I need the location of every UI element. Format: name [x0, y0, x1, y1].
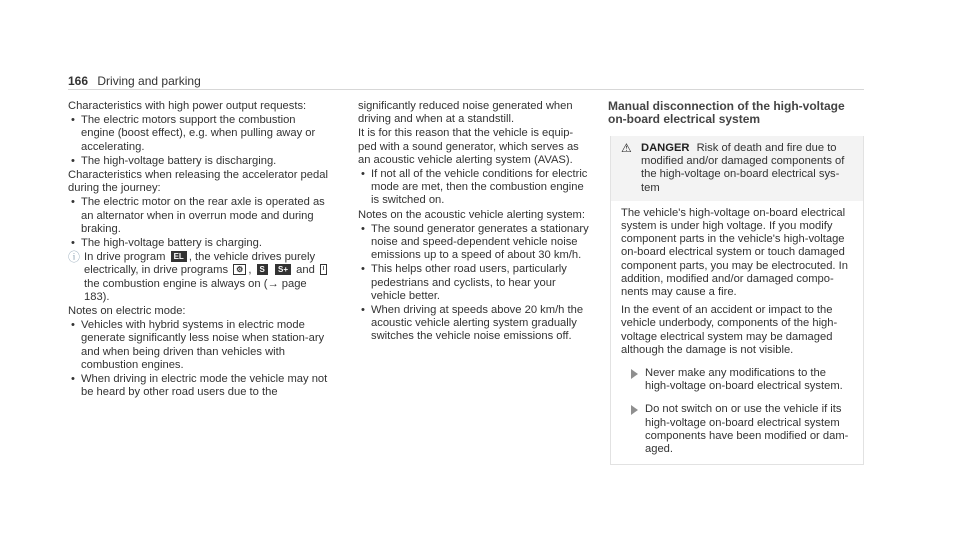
- header-rule: [68, 89, 864, 90]
- list-item: • If not all of the vehicle conditions for electric mode are met, then the combustion engine is switched on.: [358, 168, 590, 208]
- column-middle: [358, 100, 590, 345]
- page-number: 166: [68, 74, 89, 88]
- danger-paragraph: In the event of an accident or impact to the vehicle underbody, components of the high-voltage electrical system may be damaged although the damage is not visible.: [621, 304, 838, 356]
- list-item: • Vehicles with hybrid systems in electric mode generate significantly less noise when station-ary and when being driven than vehicles with combustion engines.: [68, 319, 330, 372]
- danger-body: [611, 201, 863, 464]
- comfort-program-badge: ⚙: [233, 264, 246, 275]
- section-heading: Manual disconnection of the high-voltage on-board electrical system: [608, 99, 845, 126]
- list-item: • The high-voltage battery is discharging.: [68, 155, 330, 168]
- el-program-badge: EL: [171, 251, 187, 262]
- page-reference-link[interactable]: page 183).: [84, 277, 307, 303]
- danger-paragraph: The vehicle's high-voltage on-board electrical system is under high voltage. If you modify component parts in the vehicle's high-voltage on-board electrical system or touch damaged component parts, you may be electrocuted. In addition, modified and/or damaged compo-nents may cause a fire.: [621, 206, 848, 299]
- list-item: • This helps other road users, particularly pedestrians and cyclists, to hear your vehicle better.: [358, 263, 590, 303]
- arrow-icon: →: [267, 277, 279, 290]
- column-left: [68, 100, 330, 400]
- sport-plus-program-badge: S+: [275, 264, 291, 275]
- list-item: • The high-voltage battery is charging.: [68, 237, 330, 250]
- list-item: • When driving at speeds above 20 km/h the acoustic vehicle alerting system gradually switches the vehicle noise emissions off.: [358, 304, 590, 344]
- sport-program-badge: S: [257, 264, 268, 275]
- page-header: [68, 74, 201, 88]
- list-item: • The electric motor on the rear axle is operated as an alternator when in overrun mode and during braking.: [68, 196, 330, 236]
- list-item: • The sound generator generates a stationary noise and speed-dependent vehicle noise emissions up to a speed of about 30 km/h.: [358, 223, 590, 263]
- continued-text: significantly reduced noise generated when driving and when at a standstill.: [358, 100, 573, 126]
- list-item: • When driving in electric mode the vehicle may not be heard by other road users due to the: [68, 373, 330, 399]
- step-item: Do not switch on or use the vehicle if its high-voltage on-board electrical system components have been modified or dam-aged.: [621, 403, 853, 456]
- individual-program-badge: ᴵ: [320, 264, 327, 275]
- danger-box: [610, 136, 864, 465]
- step-arrow-icon: [631, 405, 638, 415]
- column-right: [608, 100, 864, 465]
- section-title: Driving and parking: [97, 74, 201, 88]
- electric-mode-heading: Notes on electric mode:: [68, 305, 186, 318]
- step-arrow-icon: [631, 369, 638, 379]
- info-note: ⓘ In drive program EL , the vehicle drives purely electrically, in drive programs ⚙ , S S+ and ᴵ the combustion engine is always on (→ page 183).: [68, 251, 330, 304]
- info-icon: ⓘ: [68, 250, 81, 265]
- step-item: Never make any modifications to the high-voltage on-board electrical system.: [621, 367, 853, 393]
- releasing-heading: Characteristics when releasing the accelerator pedal during the journey:: [68, 169, 328, 195]
- avas-text: It is for this reason that the vehicle is equip-ped with a sound generator, which serves as an acoustic vehicle alerting system (AVAS).: [358, 127, 579, 166]
- danger-label: DANGER: [641, 142, 690, 154]
- list-item: • The electric motors support the combustion engine (boost effect), e.g. when pulling away or accelerating.: [68, 114, 330, 154]
- warning-icon: ⚠: [621, 141, 632, 155]
- danger-text: Risk of death and fire due to modified and/or damaged components of the high-voltage on-board electrical sys-tem: [641, 142, 845, 194]
- avas-heading: Notes on the acoustic vehicle alerting system:: [358, 208, 585, 221]
- high-power-heading: Characteristics with high power output requests:: [68, 100, 307, 112]
- danger-header: [611, 136, 863, 201]
